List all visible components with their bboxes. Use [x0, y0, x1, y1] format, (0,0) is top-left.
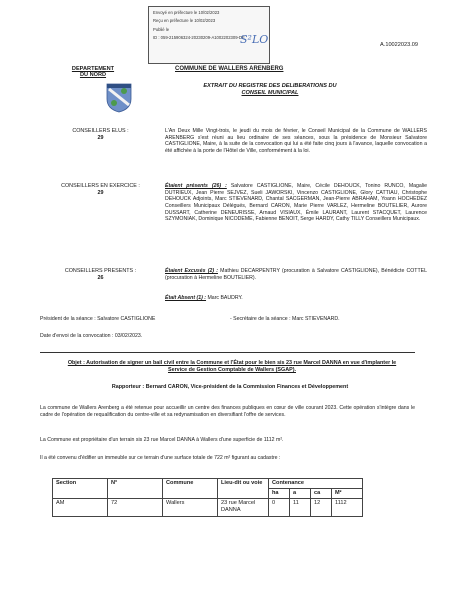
cell-commune: Wallers: [163, 499, 218, 516]
col-ha: ha: [269, 489, 290, 499]
stamp-line-id: ID : 059-215906324-20230209-A1002202309-DE: [153, 35, 245, 41]
stamp-line-published: Publié le: [153, 26, 170, 32]
cell-locality: 23 rue Marcel DANNA: [218, 499, 269, 516]
handwritten-mark: S²LO: [240, 33, 269, 46]
elected-label: CONSEILLERS ELUS :: [72, 128, 129, 134]
excused-paragraph: [165, 268, 427, 281]
elected-councillors: [48, 128, 153, 142]
col-commune: Commune: [163, 479, 218, 499]
presents-list: Salvatore CASTIGLIONE, Maire, Cécile DEHOUCK, Tonino RUNCO, Magalie DUTRIEUX, Jean Pierre SEJVEZ, Sueli JAWORSKI, Vincenzo CASTIGLIONE, Glory CATTIAU, Christophe DEHOUCK Adjoints, Marc STIEVENARD, Chantal SACGERMAN, Jean-Pierre ABRAHAM, Yoann HOCHEDEZ Conseillers Municipaux Délégués, Bernard CARON, Marie Pierre VARLEZ, Hermeline BOUTELIER, Aurore DUSSART, Catherine DENEURISSE, Arnaud VISIAUX, Émile LAURANT, Laurent STACQUET, Laurence SZYMONIAK, Dominique NICODEME, Fabienne BENOIT, Serge HARDY, Cathy TILLY Conseillers Municipaux.: [165, 183, 427, 223]
table-row: [53, 499, 363, 516]
section-divider: [40, 352, 415, 353]
intro-paragraph: L'An Deux Mille Vingt-trois, le jeudi du mois de février, le Conseil Municipal de la Commune de WALLERS ARENBERG s'est réuni au lieu ordinaire de ses séances, sous la présidence de Monsieur Salvatore CASTIGLIONE, Maire, à la suite de la convocation qui lui a été faite cinq jours à l'avance, laquelle convocation a été affichée à la porte de l'Hôtel de Ville, conformément à la loi.: [165, 128, 427, 154]
excused-list: Mathieu DECARPENTRY (procuration à Salvatore CASTIGLIONE), Bénédicte COTTEL (procuration à Hermeline BOUTELIER).: [165, 268, 427, 281]
col-area: Contenance: [269, 479, 363, 489]
session-president: Président de la séance : Salvatore CASTIGLIONE: [40, 316, 156, 322]
absent-title: Était Absent (1) :: [165, 295, 207, 301]
present-count: 26: [97, 274, 104, 281]
commune-title: COMMUNE DE WALLERS ARENBERG: [175, 66, 284, 72]
col-ca: ca: [311, 489, 332, 499]
excused-title: Étaient Excusés (2) :: [165, 268, 218, 274]
extract-title: [190, 83, 350, 97]
col-number: N°: [108, 479, 163, 499]
department-line1: DEPARTEMENT: [71, 66, 115, 72]
present-councillors: [48, 268, 153, 282]
session-secretary: - Secrétaire de la séance : Marc STIEVENARD.: [230, 316, 340, 322]
stamp-line-sent: Envoyé en préfecture le 10/02/2023: [153, 10, 220, 15]
stamp-line-received: Reçu en préfecture le 10/02/2023: [153, 18, 216, 24]
serving-count: 29: [97, 189, 104, 196]
col-m2: M²: [332, 489, 363, 499]
presents-title: Étaient présents (26) :: [165, 183, 227, 189]
deliberation-reference: A.10022023.09: [380, 42, 418, 48]
cell-section: AM: [53, 499, 108, 516]
absent-list: Marc BAUDRY.: [207, 295, 243, 301]
col-a: a: [290, 489, 311, 499]
subject-heading: Objet : Autorisation de signer un bail civil entre la Commune et l'État pour le bien sis 23 rue Marcel DANNA en vue d'implanter le Service de Gestion Comptable de Wallers (SGAP).: [67, 360, 397, 373]
elected-count: 29: [97, 134, 104, 141]
body-paragraph-1: La commune de Wallers Arenberg a été retenue pour accueillir un centre des finances publiques en cœur de ville courant 2023. Cette opération s'intègre dans le cadre de l'opération de requalification du centre-ville et sa redynamisation en diversifiant l'offre de services.: [40, 405, 415, 418]
convocation-date: Date d'envoi de la convocation : 03/02/2023.: [40, 333, 143, 339]
cell-ca: 12: [311, 499, 332, 516]
col-section: Section: [53, 479, 108, 499]
body-paragraph-2: La Commune est propriétaire d'un terrain sis 23 rue Marcel DANNA à Wallers d'une superficie de 1112 m².: [40, 437, 284, 443]
rapporteur-line: Rapporteur : Bernard CARON, Vice-président de la Commission Finances et Développement: [111, 384, 349, 390]
body-paragraph-3: Il a été convenu d'édifier un immeuble sur ce terrain d'une surface totale de 722 m² figurant au cadastre :: [40, 455, 281, 461]
present-label: CONSEILLERS PRESENTS :: [64, 268, 137, 274]
serving-label: CONSEILLERS EN EXERCICE :: [61, 183, 140, 189]
extract-title-line1: EXTRAIT DU REGISTRE DES DELIBERATIONS DU: [203, 83, 337, 89]
cell-m2: 1112: [332, 499, 363, 516]
table-header-row: [53, 479, 363, 489]
extract-title-line2: CONSEIL MUNICIPAL: [241, 89, 299, 96]
cadastre-table: [52, 478, 363, 517]
col-locality: Lieu-dit ou voie: [218, 479, 269, 499]
cell-ha: 0: [269, 499, 290, 516]
municipal-crest-icon: [106, 83, 132, 113]
department-label: [58, 66, 128, 79]
department-line2: DU NORD: [79, 72, 107, 79]
absent-paragraph: [165, 295, 427, 302]
presents-paragraph: [165, 183, 427, 223]
cell-a: 11: [290, 499, 311, 516]
cell-number: 72: [108, 499, 163, 516]
serving-councillors: [48, 183, 153, 197]
